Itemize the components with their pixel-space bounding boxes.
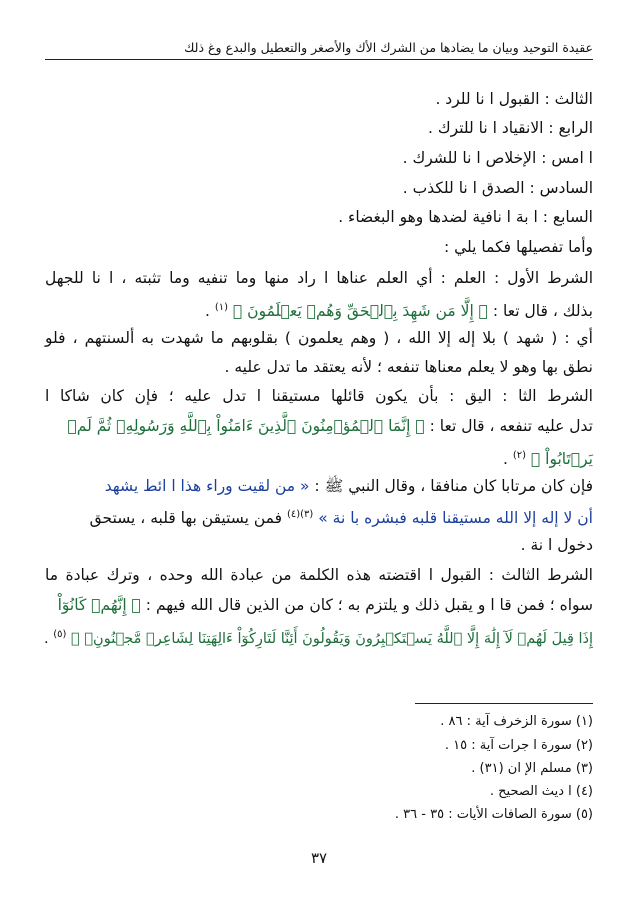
body-line-16: دخول ا نة . — [520, 536, 593, 554]
line-text: فمن يستيقن بها قلبه ، يستحق — [89, 509, 282, 528]
footnote-1: (١) سورة الزخرف آية : ٨٦ . — [440, 714, 593, 729]
body-line-5: السابع : ا بة ا نافية لضدها وهو البغضاء . — [338, 208, 593, 226]
body-line-14 — [45, 476, 593, 496]
body-line-1: الثالث : القبول ا نا للرد . — [435, 90, 593, 108]
body-line-4: السادس : الصدق ا نا للكذب . — [402, 179, 593, 197]
footnote-3: (٣) مسلم الإ ان (٣١) . — [471, 761, 593, 776]
body-line-8 — [45, 298, 593, 321]
body-line-2: الرابع : الانقياد ا نا للترك . — [428, 119, 593, 137]
running-header: عقيدة التوحيد وبيان ما يضادها من الشرك الأك والأصغر والتعطيل والبدع وغ ذلك — [184, 40, 593, 55]
quran-verse: يَرۡتَابُواْ ﴾ — [530, 450, 593, 469]
body-line-3: ا امس : الإخلاص ا نا للشرك . — [402, 149, 593, 167]
body-line-11: الشرط الثا : اليق : بأن يكون قائلها مستيقنا ا تدل عليه ؛ فإن كان شاكا ا — [45, 387, 593, 405]
page-number: ٣٧ — [310, 849, 328, 867]
line-text: . — [204, 302, 210, 321]
footnote-ref: (١) — [214, 302, 229, 313]
body-line-15 — [45, 505, 593, 528]
footnote-ref: (٣)(٤) — [286, 509, 314, 520]
footnote-divider — [415, 703, 593, 704]
line-text: تدل عليه تنفعه ، قال تعا : — [424, 417, 593, 435]
line-text: سواه ؛ فمن قا ا و يقبل ذلك و يلتزم به ؛ كان من الذين قال الله فيهم : — [140, 596, 593, 614]
body-line-19 — [45, 625, 593, 649]
hadith-quote: « من لقيت وراء هذا ا ائط يشهد — [104, 477, 310, 495]
quran-verse: إِذَا قِيلَ لَهُمۡ لَآ إِلَٰهَ إِلَّا ٱللَّهُ يَسۡتَكۡبِرُونَ وَيَقُولُونَ أَئِنَّا لَتَارِكُوٓاْ ءَالِهَتِنَا لِشَاعِرٖ مَّجۡنُونِۭ ﴾ — [71, 630, 593, 647]
footnote-4: (٤) ا ديث الصحيح . — [489, 784, 593, 799]
body-line-18 — [45, 595, 593, 615]
hadith-quote: أن لا إله إلا الله مستيقنا قلبه فبشره با نة » — [318, 509, 593, 528]
body-line-10: نطق بها وهو لا يعلم معناها تنفعه ؛ لأنه يعتقد ما تدل عليه . — [224, 358, 593, 376]
body-line-9: أي : ( شهد ) بلا إله إلا الله ، ( وهم يعلمون ) بقلوبهم ما شهدت به ألسنتهم ، فلو — [45, 329, 593, 347]
line-text: فإن كان مرتابا كان منافقا ، وقال النبي ﷺ : — [309, 477, 593, 495]
body-line-17: الشرط الثالث : القبول ا اقتضته هذه الكلمة من عبادة الله وحده ، وترك عبادة ما — [45, 566, 593, 584]
footnote-2: (٢) سورة ا جرات آية : ١٥ . — [444, 738, 593, 753]
body-line-7: الشرط الأول : العلم : أي العلم عناها ا راد منها وما تنفيه وما تثبته ، ا نا للجهل — [45, 269, 593, 287]
footnote-ref: (٥) — [53, 629, 67, 640]
quran-verse: ﴿ إِلَّا مَن شَهِدَ بِٱلۡحَقِّ وَهُمۡ يَعۡلَمُونَ ﴾ — [232, 302, 488, 321]
quran-verse: ﴿ إِنَّهُمۡ كَانُوٓاْ — [57, 596, 141, 614]
body-line-13 — [45, 446, 593, 469]
body-line-12 — [45, 416, 593, 436]
line-text: . — [44, 630, 49, 647]
header-divider — [45, 59, 593, 60]
line-text: بذلك ، قال تعا : — [487, 302, 593, 321]
quran-verse: ﴿ إِنَّمَا ٱلۡمُؤۡمِنُونَ ٱلَّذِينَ ءَامَنُواْ بِٱللَّهِ وَرَسُولِهِۦ ثُمَّ لَمۡ — [67, 417, 425, 435]
body-line-6: وأما تفصيلها فكما يلي : — [443, 238, 593, 256]
footnote-5: (٥) سورة الصافات الأيات : ٣٥ - ٣٦ . — [394, 807, 593, 822]
line-text: . — [502, 450, 508, 469]
footnote-ref: (٢) — [512, 450, 526, 461]
